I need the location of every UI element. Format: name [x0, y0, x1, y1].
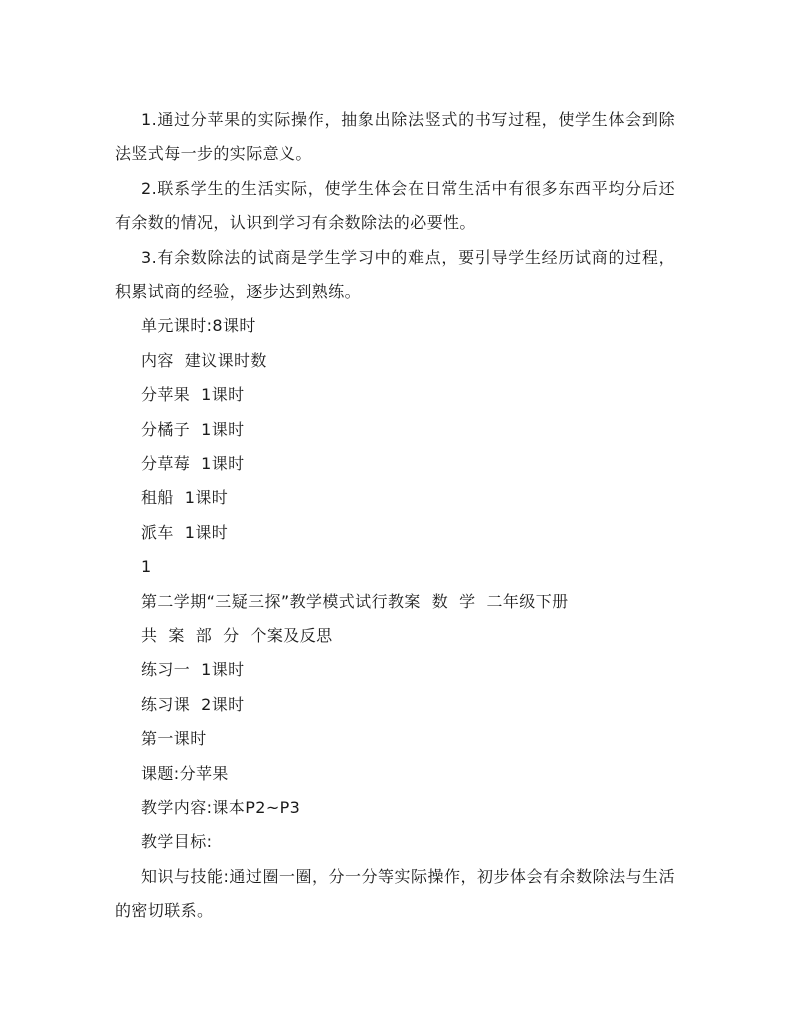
schedule-item: 派车 1课时 — [141, 522, 229, 542]
running-header: 第二学期“三疑三探”教学模式试行教案 数 学 二年级下册 — [141, 591, 569, 611]
lesson-content: 教学内容:课本P2~P3 — [141, 797, 301, 817]
page-number: 1 — [141, 557, 152, 577]
lesson-topic: 课题:分苹果 — [141, 763, 229, 783]
document-body — [115, 103, 675, 929]
schedule-item: 分苹果 1课时 — [141, 385, 245, 405]
schedule-item: 练习课 2课时 — [141, 694, 245, 714]
paragraph-goal-2: 2.联系学生的生活实际，使学生体会在日常生活中有很多东西平均分后还有余数的情况，认识到学习有余数除法的必要性。 — [115, 178, 675, 233]
knowledge-goal-paragraph: 知识与技能:通过圈一圈，分一分等实际操作，初步体会有余数除法与生活的密切联系。 — [115, 866, 675, 921]
schedule-item: 分橘子 1课时 — [141, 419, 245, 439]
section-line: 共 案 部 分 个案及反思 — [141, 625, 333, 645]
goals-label: 教学目标: — [141, 832, 213, 852]
schedule-item: 分草莓 1课时 — [141, 454, 245, 473]
lesson-title: 第一课时 — [141, 729, 207, 749]
paragraph-goal-1: 1.通过分苹果的实际操作，抽象出除法竖式的书写过程，使学生体会到除法竖式每一步的实际意义。 — [115, 110, 675, 164]
paragraph-goal-3: 3.有余数除法的试商是学生学习中的难点，要引导学生经历试商的过程，积累试商的经验，逐步达到熟练。 — [115, 247, 675, 302]
unit-hours-line: 单元课时:8课时 — [141, 316, 256, 336]
schedule-item: 租船 1课时 — [141, 488, 229, 508]
schedule-item: 练习一 1课时 — [141, 660, 245, 680]
schedule-header: 内容 建议课时数 — [141, 350, 267, 370]
